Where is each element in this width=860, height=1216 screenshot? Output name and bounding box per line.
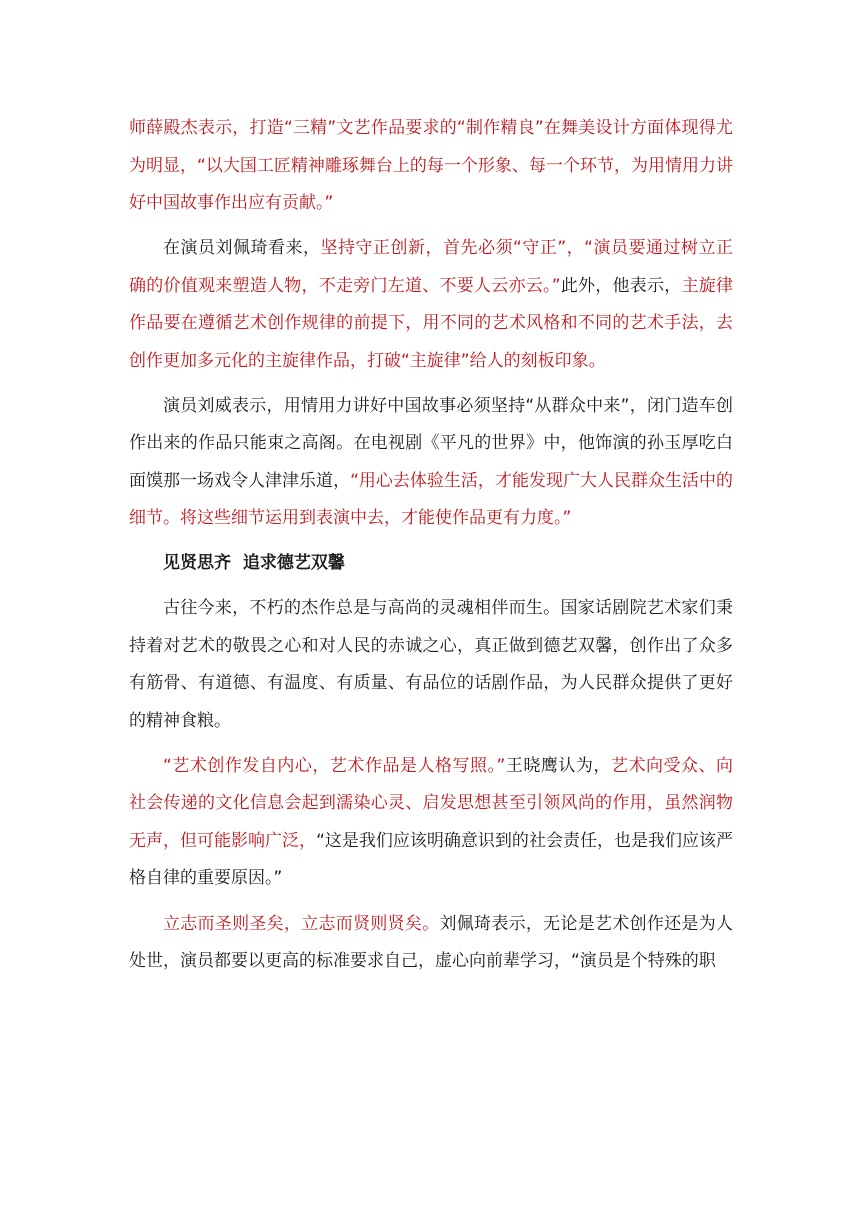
text-run: 演员刘威表示，用情用力讲好中国故事必须坚持“从群众中来”，闭门造车创作出来的作品只能束之高阁。在电视剧《平凡的世界》中，他饰演的孙玉厚吃白面馍那一场戏令人津津乐道， — [129, 395, 733, 491]
paragraph-4 — [129, 590, 733, 740]
article-body — [129, 110, 733, 988]
paragraph-6 — [129, 906, 733, 981]
paragraph-1 — [129, 110, 733, 223]
text-run: 师薛殿杰表示，打造“三精”文艺作品要求的“制作精良”在舞美设计方面体现得尤为明显，“以大国工匠精神雕琢舞台上的每一个形象、每一个环节，为用情用力讲好中国故事作出应有贡献。” — [129, 118, 733, 213]
text-run: 刘佩琦表示，无论是艺术创作还是为人处世，演员都要以更高的标准要求自己，虚心向前辈学习，“演员是个特殊的职 — [129, 913, 733, 972]
section-heading — [129, 545, 733, 583]
text-run: “这是我们应该明确意识到的社会责任，也是我们应该严格自律的重要原因。” — [129, 830, 733, 889]
text-run: 立志而圣则圣矣，立志而贤则贤矣。 — [163, 913, 440, 934]
text-run: “用心去体验生活，才能发现广大人民群众生活中的细节。将这些细节运用到表演中去，才能使作品更有力度。” — [129, 470, 734, 529]
text-run: “艺术创作发自内心，艺术作品是人格写照。” — [163, 755, 506, 776]
paragraph-2 — [129, 230, 733, 380]
text-run: 主旋律作品要在遵循艺术创作规律的前提下，用不同的艺术风格和不同的艺术手法，去创作更加多元化的主旋律作品，打破“主旋律”给人的刻板印象。 — [129, 275, 734, 371]
section-heading-text: 见贤思齐 追求德艺双馨 — [163, 553, 345, 574]
text-run: 艺术向受众、向社会传递的文化信息会起到濡染心灵、启发思想甚至引领风尚的作用，虽然润物无声，但可能影响广泛， — [129, 755, 734, 851]
text-run: 王晓鹰认为， — [505, 755, 611, 776]
text-run: 古往今来，不朽的杰作总是与高尚的灵魂相伴而生。国家话剧院艺术家们秉持着对艺术的敬畏之心和对人民的赤诚之心，真正做到德艺双馨，创作出了众多有筋骨、有道德、有温度、有质量、有品位的话剧作品，为人民群众提供了更好的精神食粮。 — [129, 598, 733, 731]
paragraph-3 — [129, 388, 733, 538]
text-run: 在演员刘佩琦看来， — [163, 238, 321, 259]
text-run: 坚持守正创新，首先必须“守正”，“演员要通过树立正确的价值观来塑造人物，不走旁门左道、不要人云亦云。” — [129, 238, 734, 296]
text-run: 此外，他表示， — [560, 275, 682, 296]
paragraph-5 — [129, 748, 733, 898]
